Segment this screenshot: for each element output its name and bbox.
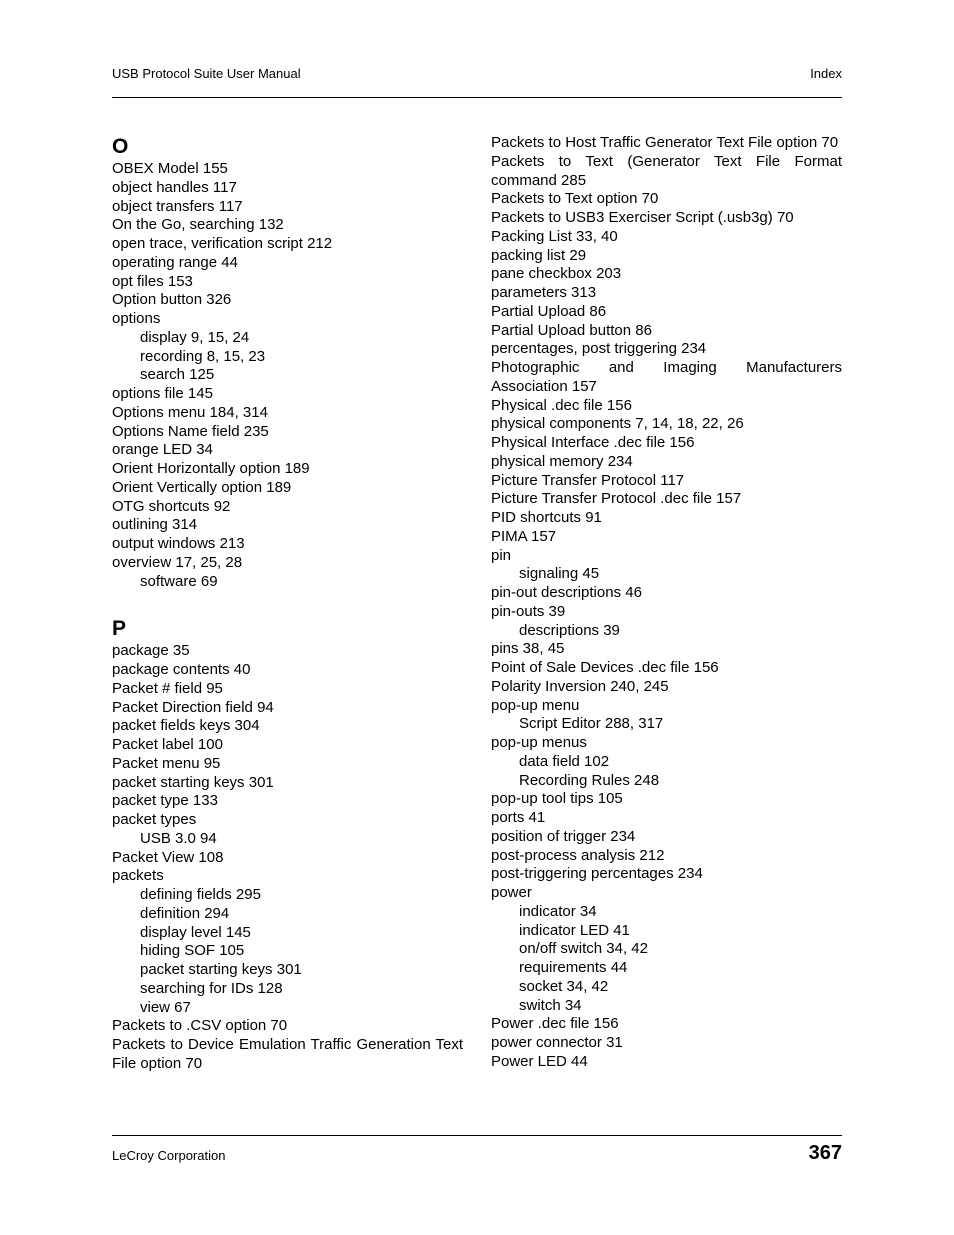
index-entry: package 35 bbox=[112, 642, 190, 660]
index-subentry: switch 34 bbox=[519, 996, 582, 1014]
index-entry: Point of Sale Devices .dec file 156 bbox=[491, 659, 719, 676]
index-entry: operating range 44 bbox=[112, 253, 238, 271]
index-entry: package contents 40 bbox=[112, 661, 251, 678]
index-entry: outlining 314 bbox=[112, 516, 198, 534]
index-subentry: definition 294 bbox=[140, 904, 230, 922]
page-number: 367 bbox=[808, 1142, 842, 1164]
index-entry: Packing List 33, 40 bbox=[491, 227, 618, 245]
index-entry: post-triggering percentages 234 bbox=[491, 865, 703, 883]
index-entry: Photographic and Imaging Manufacturers Association 157 bbox=[491, 359, 842, 395]
index-entry: Power LED 44 bbox=[491, 1052, 588, 1070]
index-subentry: searching for IDs 128 bbox=[140, 979, 283, 997]
index-entry: Physical Interface .dec file 156 bbox=[491, 434, 695, 451]
index-letter-heading: P bbox=[112, 617, 127, 641]
index-entry: power bbox=[491, 884, 532, 901]
header-rule bbox=[112, 97, 842, 98]
index-letter-heading: O bbox=[112, 135, 129, 158]
index-entry: On the Go, searching 132 bbox=[112, 216, 284, 234]
index-subentry: on/off switch 34, 42 bbox=[519, 940, 648, 958]
index-subentry: hiding SOF 105 bbox=[140, 942, 245, 960]
index-entry: opt files 153 bbox=[112, 272, 193, 290]
index-entry: overview 17, 25, 28 bbox=[112, 553, 243, 571]
index-entry: pop-up menu bbox=[491, 696, 580, 714]
index-entry: parameters 313 bbox=[491, 284, 597, 301]
index-entry: Packet label 100 bbox=[112, 736, 223, 753]
index-entry: options bbox=[112, 310, 161, 327]
index-entry: Packet View 108 bbox=[112, 848, 224, 866]
index-entry: packet fields keys 304 bbox=[112, 717, 260, 735]
index-subentry: USB 3.0 94 bbox=[140, 829, 217, 847]
index-entry: Packets to .CSV option 70 bbox=[112, 1017, 288, 1035]
index-subentry: descriptions 39 bbox=[519, 621, 620, 639]
index-subentry: requirements 44 bbox=[519, 959, 628, 976]
index-entry: packets bbox=[112, 867, 164, 885]
index-entry: Picture Transfer Protocol 117 bbox=[491, 471, 685, 489]
index-entry: PIMA 157 bbox=[491, 527, 557, 545]
index-subentry: view 67 bbox=[140, 998, 191, 1016]
index-entry: position of trigger 234 bbox=[491, 827, 636, 845]
index-entry: Partial Upload 86 bbox=[491, 302, 607, 320]
index-entry: output windows 213 bbox=[112, 535, 245, 552]
index-entry: pin-outs 39 bbox=[491, 602, 566, 620]
index-entry: physical components 7, 14, 18, 22, 26 bbox=[491, 415, 744, 433]
index-entry: packet types bbox=[112, 811, 197, 828]
index-entry: Packets to Host Traffic Generator Text File option 70 bbox=[491, 134, 839, 151]
index-subentry: indicator LED 41 bbox=[519, 921, 630, 939]
index-entry: orange LED 34 bbox=[112, 441, 213, 459]
index-entry: Packets to Text (Generator Text File Format command 285 bbox=[491, 152, 842, 189]
index-entry: Power .dec file 156 bbox=[491, 1015, 619, 1033]
index-entry: options file 145 bbox=[112, 385, 213, 402]
index-entry: PID shortcuts 91 bbox=[491, 509, 602, 526]
index-entry: pin bbox=[491, 546, 512, 564]
index-column-left bbox=[112, 134, 463, 1074]
index-subentry: display 9, 15, 24 bbox=[140, 328, 250, 346]
index-entry: packet type 133 bbox=[112, 792, 218, 810]
index-entry: percentages, post triggering 234 bbox=[491, 340, 707, 358]
index-subentry: Recording Rules 248 bbox=[519, 771, 660, 789]
running-header-title: USB Protocol Suite User Manual bbox=[112, 66, 301, 81]
index-entry: Orient Horizontally option 189 bbox=[112, 460, 310, 477]
index-entry: Partial Upload button 86 bbox=[491, 321, 652, 339]
footer-company: LeCroy Corporation bbox=[112, 1148, 226, 1163]
index-entry: Packet # field 95 bbox=[112, 679, 223, 697]
index-subentry: display level 145 bbox=[140, 923, 251, 941]
index-entry: Packets to Device Emulation Traffic Generation Text File option 70 bbox=[112, 1036, 463, 1072]
index-entry: object transfers 117 bbox=[112, 197, 243, 215]
index-entry: pins 38, 45 bbox=[491, 640, 565, 658]
index-subentry: Script Editor 288, 317 bbox=[519, 715, 664, 733]
index-subentry: defining fields 295 bbox=[140, 886, 261, 903]
index-entry: open trace, verification script 212 bbox=[112, 235, 333, 252]
index-subentry: data field 102 bbox=[519, 752, 610, 770]
index-entry: Physical .dec file 156 bbox=[491, 396, 632, 414]
index-entry: Orient Vertically option 189 bbox=[112, 478, 292, 496]
index-column-right bbox=[491, 134, 842, 1072]
index-entry: pin-out descriptions 46 bbox=[491, 584, 642, 601]
index-entry: pop-up tool tips 105 bbox=[491, 790, 623, 808]
index-subentry: indicator 34 bbox=[519, 902, 597, 920]
index-subentry: socket 34, 42 bbox=[519, 977, 609, 995]
index-entry: Packets to Text option 70 bbox=[491, 190, 659, 208]
index-subentry: software 69 bbox=[140, 572, 218, 590]
index-entry: ports 41 bbox=[491, 809, 546, 826]
index-entry: pop-up menus bbox=[491, 734, 587, 751]
index-entry: Polarity Inversion 240, 245 bbox=[491, 677, 669, 695]
index-entry: packet starting keys 301 bbox=[112, 773, 274, 791]
index-subentry: recording 8, 15, 23 bbox=[140, 347, 266, 365]
index-entry: Packet menu 95 bbox=[112, 754, 221, 772]
index-entry: Picture Transfer Protocol .dec file 157 bbox=[491, 490, 742, 508]
index-entry: pane checkbox 203 bbox=[491, 265, 622, 283]
index-subentry: signaling 45 bbox=[519, 565, 600, 583]
index-entry: physical memory 234 bbox=[491, 452, 633, 470]
index-entry: power connector 31 bbox=[491, 1034, 623, 1051]
index-subentry: packet starting keys 301 bbox=[140, 961, 302, 978]
index-subentry: search 125 bbox=[140, 366, 215, 384]
index-entry: object handles 117 bbox=[112, 178, 237, 196]
index-entry: post-process analysis 212 bbox=[491, 846, 665, 864]
index-entry: OTG shortcuts 92 bbox=[112, 497, 231, 515]
index-entry: Packet Direction field 94 bbox=[112, 698, 274, 716]
footer-rule bbox=[112, 1135, 842, 1136]
index-entry: Option button 326 bbox=[112, 291, 232, 309]
index-entry: Options Name field 235 bbox=[112, 422, 269, 440]
index-entry: packing list 29 bbox=[491, 246, 587, 264]
index-entry: OBEX Model 155 bbox=[112, 160, 228, 177]
running-header-section: Index bbox=[810, 66, 842, 81]
index-entry: Packets to USB3 Exerciser Script (.usb3g) 70 bbox=[491, 209, 794, 226]
index-entry: Options menu 184, 314 bbox=[112, 403, 268, 421]
